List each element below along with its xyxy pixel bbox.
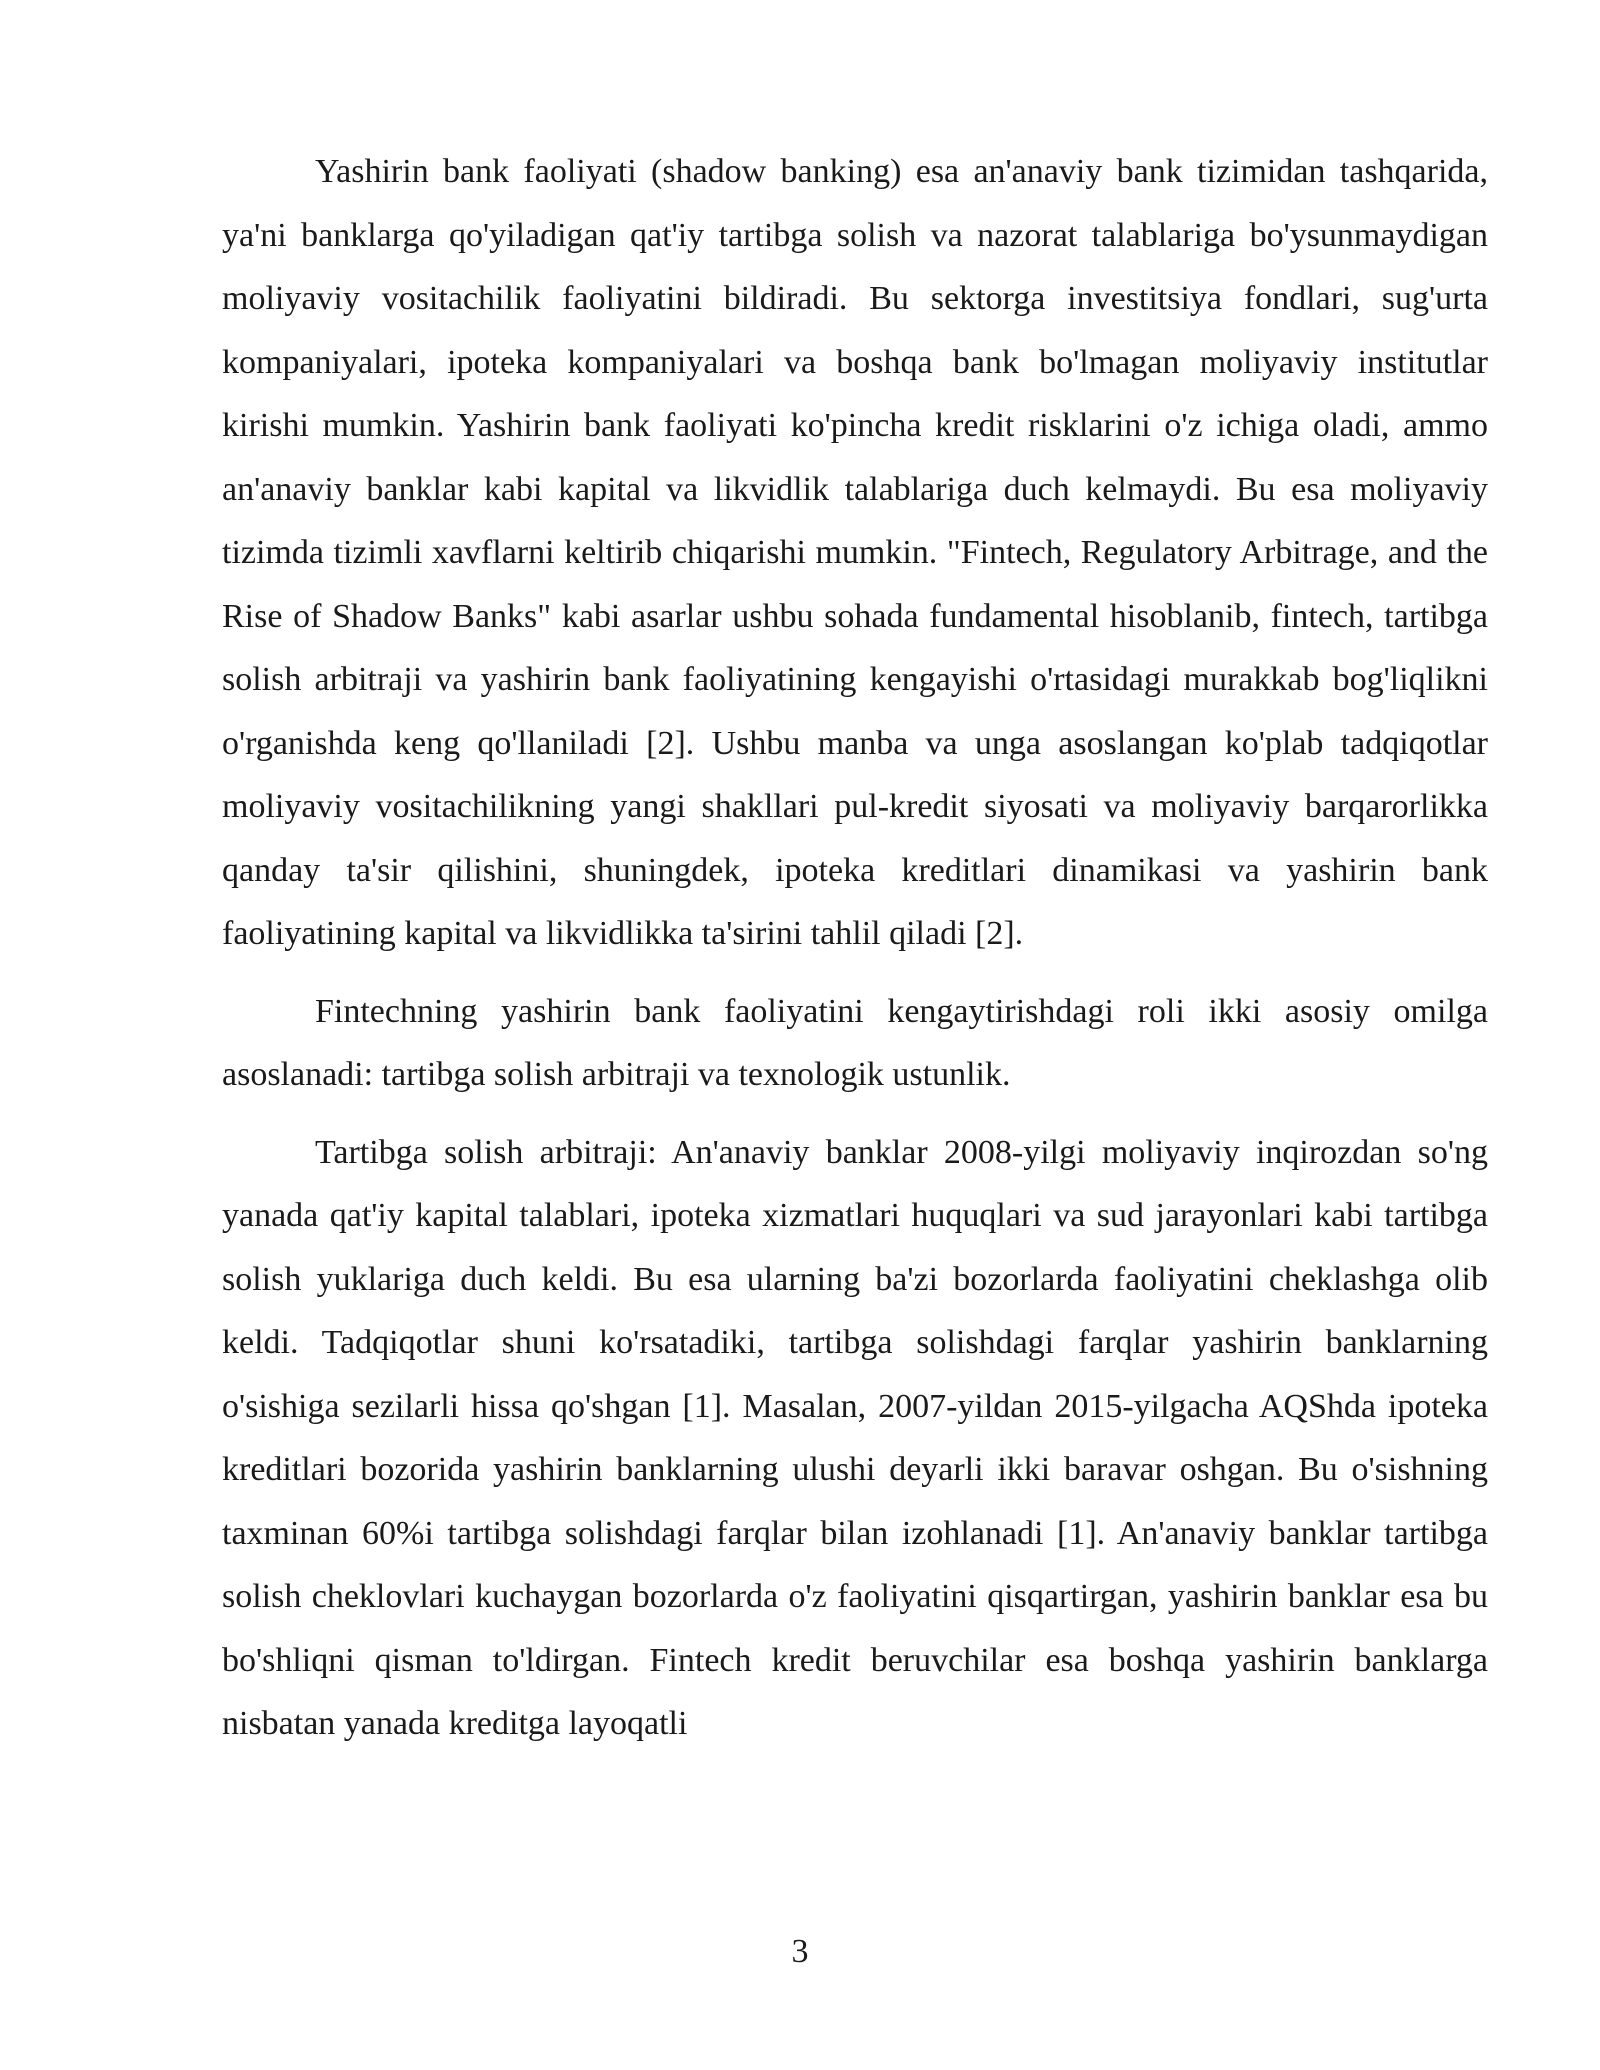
paragraph-fintech-role: Fintechning yashirin bank faoliyatini kengaytirishdagi roli ikki asosiy omilga asoslanadi: tartibga solish arbitraji va texnologik ustunlik. [222,992,1488,1093]
page-number: 3 [791,1933,809,1970]
paragraph-regulatory-arbitrage: Tartibga solish arbitraji: An'anaviy banklar 2008-yilgi moliyaviy inqirozdan so'ng yanada qat'iy kapital talablari, ipoteka xizmatlari huquqlari va sud jarayonlari kabi tartibga solish yuklariga duch keldi. Bu esa ularning ba'zi bozorlarda faoliyatini cheklashga olib keldi. Tadqiqotlar shuni ko'rsatadiki, tartibga solishdagi farqlar yashirin banklarning o'sishiga sezilarli hissa qo'shgan [1]. Masalan, 2007-yildan 2015-yilgacha AQShda ipoteka kreditlari bozorida yashirin banklarning ulushi deyarli ikki baravar oshgan. Bu o'sishning taxminan 60%i tartibga solishdagi farqlar bilan izohlanadi [1]. An'anaviy banklar tartibga solish cheklovlari kuchaygan bozorlarda o'z faoliyatini qisqartirgan, yashirin banklar esa bu bo'shliqni qisman to'ldirgan. Fintech kredit beruvchilar esa boshqa yashirin banklarga nisbatan yanada kreditga layoqatli [222,1133,1488,1742]
body-text [222,140,1488,1770]
paragraph-shadow-banking-definition: Yashirin bank faoliyati (shadow banking) esa an'anaviy bank tizimidan tashqarida, ya'ni banklarga qo'yiladigan qat'iy tartibga solish va nazorat talablariga bo'ysunmaydigan moliyaviy vositachilik faoliyatini bildiradi. Bu sektorga investitsiya fondlari, sug'urta kompaniyalari, ipoteka kompaniyalari va boshqa bank bo'lmagan moliyaviy institutlar kirishi mumkin. Yashirin bank faoliyati ko'pincha kredit risklarini o'z ichiga oladi, ammo an'anaviy banklar kabi kapital va likvidlik talablariga duch kelmaydi. Bu esa moliyaviy tizimda tizimli xavflarni keltirib chiqarishi mumkin. "Fintech, Regulatory Arbitrage, and the Rise of Shadow Banks" kabi asarlar ushbu sohada fundamental hisoblanib, fintech, tartibga solish arbitraji va yashirin bank faoliyatining kengayishi o'rtasidagi murakkab bog'liqlikni o'rganishda keng qo'llaniladi [2]. Ushbu manba va unga asoslangan ko'plab tadqiqotlar moliyaviy vositachilikning yangi shakllari pul-kredit siyosati va moliyaviy barqarorlikka qanday ta'sir qilishini, shuningdek, ipoteka kreditlari dinamikasi va yashirin bank faoliyatining kapital va likvidlikka ta'sirini tahlil qiladi [2]. [222,153,1488,952]
